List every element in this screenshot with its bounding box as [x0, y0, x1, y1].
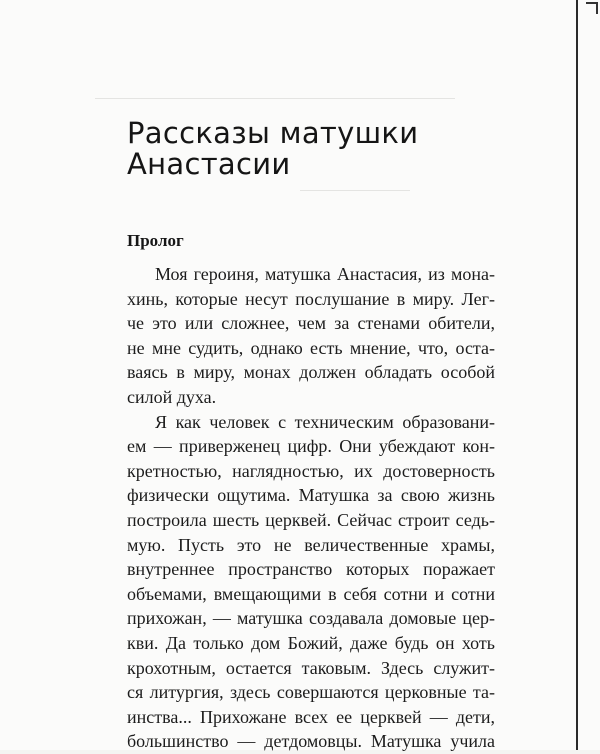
section-heading: Пролог	[127, 231, 184, 250]
page-edge	[576, 0, 578, 750]
text-line: кви. Да только дом Божий, даже будь он хоть	[127, 632, 495, 653]
text-line: внутреннее пространство которых поражает	[127, 559, 495, 580]
text-line: че это или сложнее, чем за стенами обители,	[127, 313, 495, 334]
text-line: большинство — детдомовцы. Матушка учила	[127, 731, 495, 752]
text-line: кретностью, наглядностью, их достоверность	[127, 460, 495, 481]
chapter-title	[127, 118, 507, 180]
text-line: силой духа.	[127, 386, 217, 407]
bleed-through-line	[95, 98, 455, 99]
text-line: ся литургия, здесь совершаются церковные та-	[127, 682, 495, 703]
text-line: Я как человек с техническим образовани-	[155, 411, 495, 432]
text-line: не мне судить, однако есть мнение, что, оста-	[127, 337, 495, 358]
body-text	[127, 262, 495, 754]
text-line: ем — приверженец цифр. Они убеждают кон-	[127, 436, 495, 457]
chapter-title-line-2: Анастасии	[127, 147, 291, 181]
text-line: Моя героиня, матушка Анастасия, из мона-	[155, 264, 495, 284]
text-line: физически ощутима. Матушка за свою жизнь	[127, 485, 495, 506]
text-line: ваясь в миру, монах должен обладать особой	[127, 362, 495, 383]
text-line: инства... Прихожане всех ее церквей — дети,	[127, 706, 495, 727]
text-line: построила шесть церквей. Сейчас строит седь-	[127, 509, 495, 530]
bleed-through-line	[300, 190, 410, 191]
text-line: прихожан, — матушка создавала домовые цер-	[127, 608, 495, 629]
chapter-title-line-1: Рассказы матушки	[127, 116, 419, 150]
text-line: мую. Пусть это не величественные храмы,	[127, 534, 495, 555]
crop-mark	[586, 2, 598, 14]
text-line: объемами, вмещающими в себя сотни и сотни	[127, 583, 495, 604]
text-line: крохотным, остается таковым. Здесь служит-	[127, 657, 495, 678]
text-line: хинь, которые несут послушание в миру. Лег-	[127, 288, 495, 309]
